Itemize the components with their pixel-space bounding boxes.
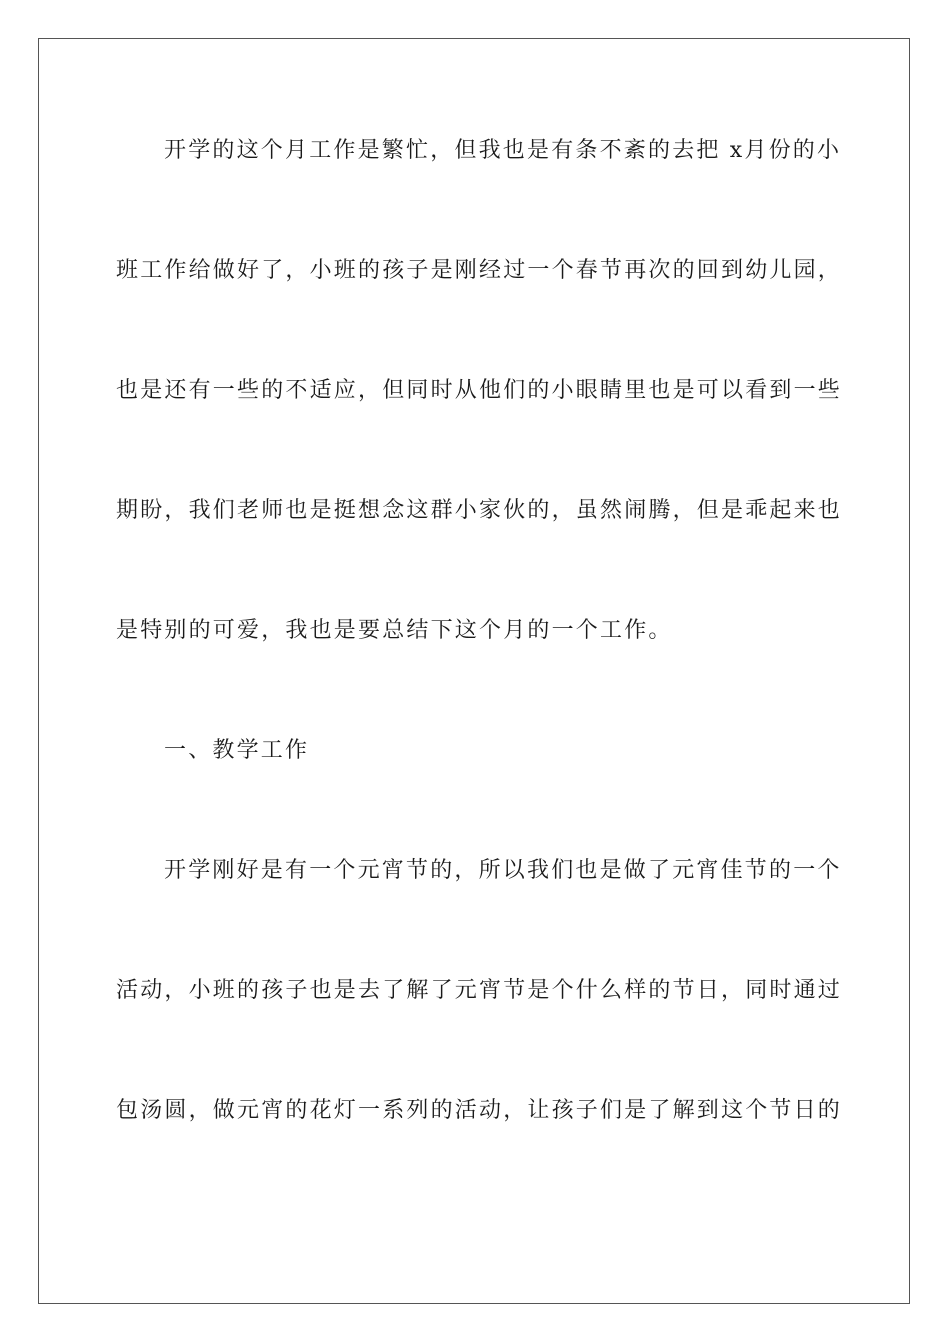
paragraph-1-line-2: 班工作给做好了，小班的孩子是刚经过一个春节再次的回到幼儿园， [116,258,843,283]
paragraph-1-line-3: 也是还有一些的不适应，但同时从他们的小眼睛里也是可以看到一些 [116,378,843,403]
paragraph-2-line-3: 包汤圆，做元宵的花灯一系列的活动，让孩子们是了解到这个节日的 [116,1098,843,1123]
paragraph-1-line-4: 期盼，我们老师也是挺想念这群小家伙的，虽然闹腾，但是乖起来也 [116,498,843,523]
section-heading-teaching: 一、教学工作 [164,738,310,763]
paragraph-2-line-2: 活动，小班的孩子也是去了解了元宵节是个什么样的节日，同时通过 [116,978,843,1003]
paragraph-2-line-1: 开学刚好是有一个元宵节的，所以我们也是做了元宵佳节的一个 [164,858,842,883]
paragraph-1-line-5: 是特别的可爱，我也是要总结下这个月的一个工作。 [116,618,673,643]
paragraph-1-line-1: 开学的这个月工作是繁忙，但我也是有条不紊的去把 x月份的小 [164,138,842,163]
